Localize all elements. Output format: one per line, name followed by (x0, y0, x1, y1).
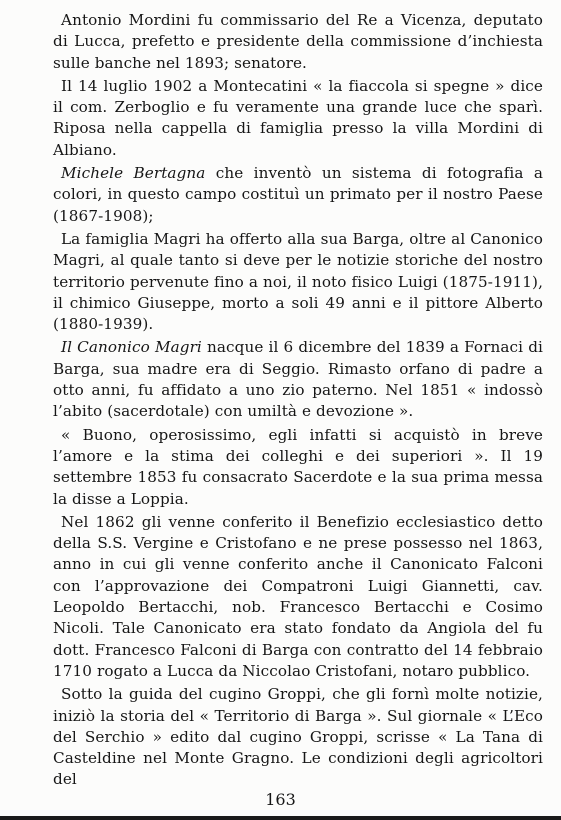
scan-edge (0, 816, 561, 820)
paragraph-mordini (53, 10, 543, 74)
paragraph-buono-operosissimo (53, 425, 543, 510)
paragraph-text: La famiglia Magri ha offerto alla sua Barga, oltre al Canonico Magri, al quale tanto si deve per le notizie storiche del nostro territorio pervenute fino a noi, il noto fisico Luigi (1875-1911), il chimico Giuseppe, morto a soli 49 anni e il pittore Alberto (1880-1939). (53, 229, 543, 334)
paragraph-text: Il 14 luglio 1902 a Montecatini « la fiaccola si spegne » dice il com. Zerboglio e fu veramente una grande luce che sparì. Riposa nella cappella di famiglia presso la villa Mordini di Albiano. (53, 76, 543, 159)
paragraph-text: « Buono, operosissimo, egli infatti si acquistò in breve l’amore e la stima dei colleghi e dei superiori ». Il 19 settembre 1853 fu consacrato Sacerdote e la sua prima messa la disse a Loppia. (53, 425, 543, 508)
paragraph-lead: Michele Bertagna (61, 164, 206, 183)
paragraph-text: nacque il 6 dicembre del 1839 a Fornaci di Barga, sua madre era di Seggio. Rimasto orfano di padre a otto anni, fu affidato a uno zio paterno. Nel 1851 « indossò l’abito (sacerdotale) con umiltà e devozione ». (53, 338, 543, 421)
page-number: 163 (265, 790, 296, 809)
paragraph-montecatini (53, 76, 543, 161)
paragraph-benefizio (53, 512, 543, 682)
body-text (53, 10, 543, 793)
paragraph-text: Antonio Mordini fu commissario del Re a Vicenza, deputato di Lucca, prefetto e presidente della commissione d’inchiesta sulle banche nel 1893; senatore. (53, 11, 543, 72)
paragraph-bertagna (53, 163, 543, 227)
paragraph-famiglia-magri (53, 229, 543, 335)
paragraph-text: Nel 1862 gli venne conferito il Benefizio ecclesiastico detto della S.S. Vergine e Cristofano e ne prese possesso nel 1863, anno in cui gli venne conferito anche il Canonicato Falconi con l’approvazione dei Compatroni Luigi Giannetti, cav. Leopoldo Bertacchi, nob. Francesco Bertacchi e Cosimo Nicoli. Tale Canonicato era stato fondato da Angiola del fu dott. Francesco Falconi di Barga con contratto del 14 febbraio 1710 rogato a Lucca da Niccolao Cristofani, notaro pubblico. (53, 512, 543, 680)
paragraph-lead: Il Canonico Magri (61, 338, 202, 357)
paragraph-text: che inventò un sistema di fotografia a colori, in questo campo costituì un primato per il nostro Paese (1867-1908); (53, 164, 543, 225)
paragraph-text: Sotto la guida del cugino Groppi, che gli fornì molte notizie, iniziò la storia del « Territorio di Barga ». Sul giornale « L’Eco del Serchio » edito dal cugino Groppi, scrisse « La Tana di Casteldine nel Monte Gragno. Le condizioni degli agricoltori del (53, 685, 543, 789)
paragraph-groppi (53, 684, 543, 790)
paragraph-canonico-magri (53, 337, 543, 422)
